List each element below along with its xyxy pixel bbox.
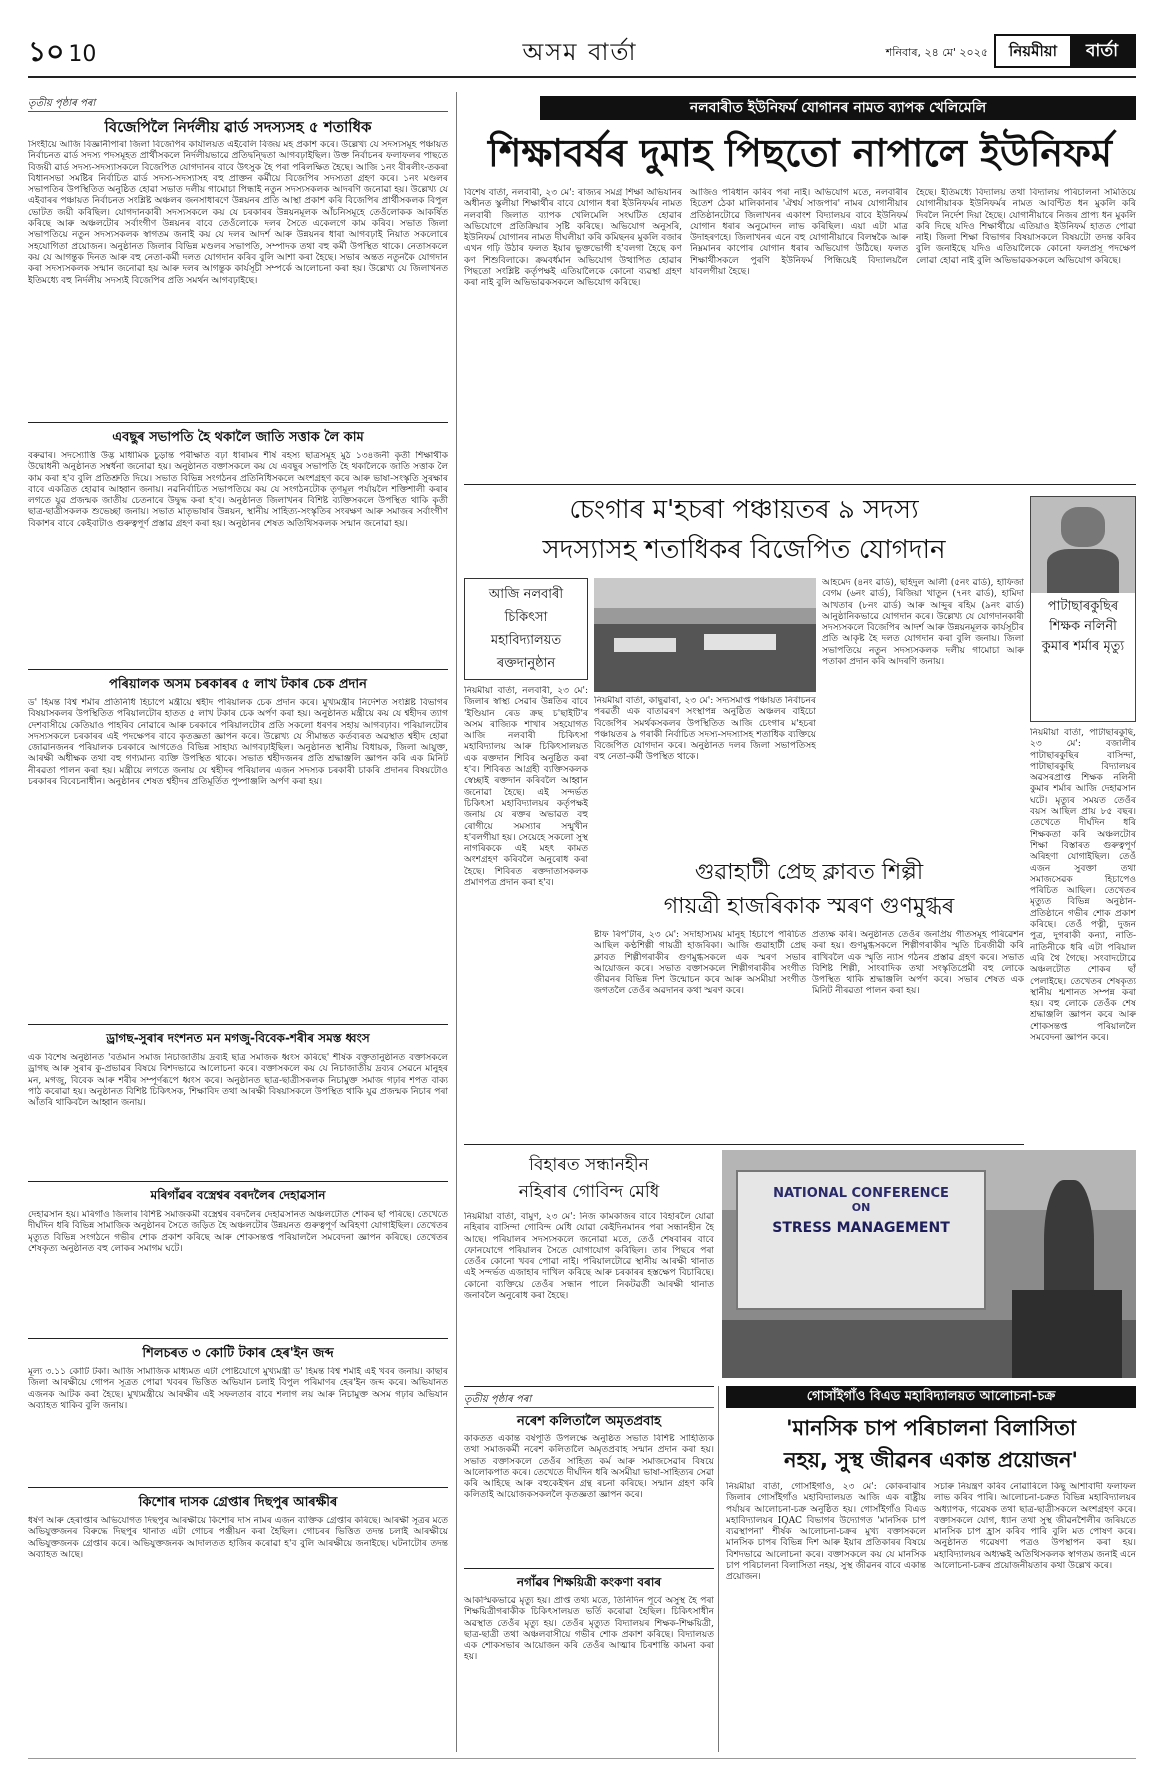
divider bbox=[464, 1144, 1024, 1145]
podium bbox=[1012, 1290, 1122, 1378]
chengar-body-col1: নিয়মীয়া বাৰ্তা, কাছুৱাৰা, ২৩ মে': সদ্যসমাপ্ত পঞ্চায়ত নিৰ্বাচনৰ পৰৱৰ্তী এক বাতাৱৰণ সংস্থাপন্ন অনুষ্ঠিত অঞ্চলৰ বাইচো বিজেপিৰ সমৰ্থকসকলৰ উপস্থিতিত আজি চেংগাৰ ম'হচৰা পঞ্চায়তৰ ৯ গৰাকী নিৰ্বাচিত সদস্য-সদস্যাসহ শতাধিক ব্যক্তিয়ে বিজেপিত যোগদান কৰে। অনুষ্ঠানত দলৰ জিলা সভাপতিসহ বহু নেতা-কৰ্মী উপস্থিত থাকে। bbox=[594, 696, 816, 763]
chengar-body-col2: আহমেদ (৪নং ৱাৰ্ড), ছহিদুল আলী (৫নং ৱাৰ্ড), হাফিজা বেগম (৬নং ৱাৰ্ড), ৰিজিয়া খাতুন (৭নং ৱাৰ্ড), হামিদা আখতাৰ (৮নং ৱাৰ্ড) আৰু আব্দুৰ ৰহিম (৯নং ৱাৰ্ড) আনুষ্ঠানিকভাৱে যোগদান কৰে। উল্লেখ্য যে যোগদানকাৰী সদস্যসকলে বিজেপিৰ আদৰ্শ আৰু উন্নয়নমূলক কাৰ্যসূচীৰ প্ৰতি আকৃষ্ট হৈ দলত যোগদান কৰা বুলি জনায়। জিলা সভাপতিয়ে নতুন সদস্যসকলক দলীয় গামোচা আৰু পতাকা প্ৰদান কৰি আদৰণি জনায়। bbox=[822, 578, 1024, 668]
guwahati-body-col2: প্ৰত্যক্ষ কৰি। অনুষ্ঠানত তেওঁৰ জনপ্ৰিয় গীতসমূহ পৰিৱেশন কৰা হয়। গুণমুগ্ধসকলে শিল্পীগৰাকীৰ স্মৃতি চিৰজীৱী কৰি ৰাখিবলৈ এক স্মৃতি ন্যাস গঠনৰ প্ৰস্তাৱ গ্ৰহণ কৰে। সভাত বিশিষ্ট শিল্পী, সাংবাদিক তথা সংস্কৃতিপ্ৰেমী বহু লোকে উপস্থিত থাকি শ্ৰদ্ধাঞ্জলি অৰ্পণ কৰে। সভাৰ শেষত এক মিনিট নীৰৱতা পালন কৰা হয়। bbox=[812, 930, 1024, 997]
conference-photo bbox=[722, 1150, 1136, 1378]
divider bbox=[28, 1024, 448, 1025]
cont-tag-text: তৃতীয় পৃষ্ঠাৰ পৰা bbox=[464, 1394, 532, 1405]
divider bbox=[28, 422, 448, 423]
page-header bbox=[0, 0, 1161, 84]
nalbari-box-title: আজি নলবাৰী চিকিৎসা মহাবিদ্যালয়ত ৰক্তদানুষ্ঠান bbox=[488, 587, 564, 671]
article-arrest-body: ধৰ্ষণ আৰু হেৰাপ্তাৰ অভিযোগত দিছপুৰ আৰক্ষীয়ে কিশোৰ দাস নামৰ এজন ব্যক্তিক গ্ৰেপ্তাৰ কৰিছে। আৰক্ষী সূত্ৰৰ মতে অভিযুক্তজনৰ বিৰুদ্ধে দিছপুৰ থানাত এটা গোচৰ পঞ্জীয়ন কৰা হৈছিল। গোচৰৰ ভিত্তিত তদন্ত চলাই আৰক্ষীয়ে অভিযুক্তজনক গ্ৰেপ্তাৰ কৰে। অভিযুক্তজনক আদালতত হাজিৰ কৰোৱা হ'ব বুলি আৰক্ষীয়ে জনাইছে। ঘটনাটোৰ তদন্ত অব্যাহত আছে। bbox=[28, 1516, 448, 1560]
page-number-bn: ১০ bbox=[28, 35, 65, 66]
article-obit-morigaon-body: দেহাৱসান হয়। মৰিগাঁও জিলাৰ বিশিষ্ট সমাজকৰ্মী বস্ত্ৰেশ্বৰ বৰদলৈৰ দেহাৱসানত অঞ্চলটোত শোকৰ ছাঁ পৰিছে। তেখেতে দীৰ্ঘদিন ধৰি বিভিন্ন সামাজিক অনুষ্ঠানৰ সৈতে জড়িত হৈ অঞ্চলটোৰ উন্নয়নত গুৰুত্বপূৰ্ণ অৰিহণা যোগাইছিল। তেখেতৰ মৃত্যুত বিভিন্ন সংগঠনে গভীৰ শোক প্ৰকাশ কৰিছে আৰু শোকসন্তপ্ত পৰিয়াললৈ সমবেদনা জ্ঞাপন কৰিছে। তেখেতৰ শেষকৃত্য অনুষ্ঠানত বহু লোকৰ সমাগম ঘটে। bbox=[28, 1210, 448, 1254]
goshaigaon-headline-1: 'মানসিক চাপ পৰিচালনা বিলাসিতা bbox=[786, 1416, 1076, 1440]
obituary-portrait bbox=[1031, 497, 1135, 593]
footer-rule bbox=[28, 1758, 1136, 1759]
lead-headline: শিক্ষাবৰ্ষৰ দুমাহ পিছতো নাপালে ইউনিফৰ্ম bbox=[487, 131, 1112, 175]
naresh-title: নৰেশ কলিতালৈ অমৃতপ্ৰবাহ bbox=[517, 1414, 661, 1429]
guwahati-body-col1: ষ্টাফ ৰিপ'ৰ্টাৰ, ২৩ মে': সদাহাস্যময় মানুহ হিচাপে পৰিচিত আছিল কণ্ঠশিল্পী গায়ত্ৰী হাজৰিকা। আজি গুৱাহাটী প্ৰেছ ক্লাবত শিল্পীগৰাকীৰ গুণমুগ্ধসকলে এক স্মৰণ সভাৰ আয়োজন কৰে। সভাত বক্তাসকলে শিল্পীগৰাকীৰ সংগীত জীৱনৰ বিভিন্ন দিশ উন্মোচন কৰে আৰু অসমীয়া সংগীত জগতলৈ তেওঁৰ অৱদানৰ কথা স্মৰণ কৰে। bbox=[594, 930, 806, 997]
obituary-box bbox=[1030, 496, 1136, 722]
chengar-headline-2: সদস্যাসহ শতাধিকৰ বিজেপিত যোগদান bbox=[542, 535, 946, 565]
col1-cont-tag bbox=[28, 96, 448, 112]
divider bbox=[28, 669, 448, 670]
guwahati-headline-2: গায়ত্ৰী হাজৰিকাক স্মৰণ গুণমুগ্ধৰ bbox=[663, 894, 955, 919]
divider bbox=[464, 1568, 714, 1569]
article-obit-morigaon-title: মৰিগাঁৱৰ বস্ত্ৰেশ্বৰ বৰদলৈৰ দেহাৱসান bbox=[150, 1188, 326, 1202]
divider bbox=[28, 1487, 448, 1488]
article-bjp-body: সিংহীয়ে আজি বিজ্ঞানীপাৰা জিলা বিজেপিৰ কাৰ্যালয়ত এইবেলি বিজয় মহ প্ৰকাশ কৰে। উল্লেখ্য যে সদস্যসমূহ পঞ্চায়ত নিৰ্বাচনত ৱাৰ্ড সদস্য পদসমূহত প্ৰাৰ্থীসকলে নিৰ্দলীয়ভাৱে প্ৰতিদ্বন্দ্বিতা আগবঢ়াইছিল। উক্ত নিৰ্বাচনৰ ফলাফলৰ পাছতে বিজয়ী ৱাৰ্ড সদস্য-সদস্যাসকলে বিজেপিত যোগদানৰ বাবে উৎসুক হৈ পৰা পৰিলক্ষিত হৈছে। আজি ১নং বীৰলীং-তকৰা বিধানসভা সমষ্টিৰ নিৰ্বাচিত ৱাৰ্ড সদস্য-সদস্যাসহ বহু প্ৰাক্তন কৰ্মীয়ে বিজেপিৰ সদস্যতা গ্ৰহণ কৰে। ১নং মণ্ডলৰ সভাপতিৰ উপস্থিতিত অনুষ্ঠিত হোৱা সভাত দলীয় গামোচা পিন্ধাই নতুন সদস্যসকলক আদৰণি জনোৱা হয়। উল্লেখ্য যে এইবাৰৰ পঞ্চায়ত নিৰ্বাচনত সংশ্লিষ্ট অঞ্চলৰ জনসাধাৰণে উন্নয়নৰ প্ৰতি আস্থা প্ৰকাশ কৰি বিজেপিৰ প্ৰাৰ্থীসকলক বিপুল ভোটত জয়ী কৰিছিল। যোগদানকাৰী সদস্যসকলে কয় যে চৰকাৰৰ উন্নয়নমূলক আঁচনিসমূহে তেওঁলোকক আকৰ্ষিত কৰিছে আৰু অঞ্চলটোৰ সৰ্বাংগীণ উন্নয়নৰ বাবে তেওঁলোকে দলৰ সৈতে একেলগে কাম কৰিব। সভাত জিলা সভাপতিয়ে নতুন সদস্যসকলক স্বাগতম জনাই কয় যে দলৰ আদৰ্শ আৰু উন্নয়নৰ ধাৰা আগবঢ়াই নিয়াত সকলোৰে সহযোগিতা প্ৰয়োজন। অনুষ্ঠানত জিলাৰ বিভিন্ন মণ্ডলৰ সভাপতি, সম্পাদক তথা বহু কৰ্মী উপস্থিত থাকে। নেতাসকলে কয় যে আগন্তুক দিনত আৰু বহু নেতা-কৰ্মী দলত যোগদান কৰিব বুলি আশা কৰা হৈছে। সভাৰ অন্তত নতুনকৈ যোগদান কৰা সদস্যসকলক সন্মান জনোৱা হয় আৰু দলৰ আগন্তুক কাৰ্যসূচী সম্পৰ্কে আলোচনা কৰা হয়। উল্লেখ্য যে জিলাখনত ইতিমধ্যে বহু নিৰ্দলীয় সদস্যই বিজেপিৰ প্ৰতি সমৰ্থন আগবঢ়াইছে। bbox=[28, 140, 448, 286]
conference-banner bbox=[736, 1170, 986, 1310]
chengar-group-photo bbox=[594, 578, 816, 692]
page-number-en: 10 bbox=[68, 42, 97, 66]
lead-body-col2: আজিও পৰিধান কৰিব পৰা নাই। অভিযোগ মতে, নলবাৰীৰ হিতেশ ঠেকা মালিকানাৰ 'ঐশ্বৰ্য সাজপাৰ' নামৰ যোগানীয়াৰ প্ৰতিষ্ঠানটোৱে জিলাখনৰ একাংশ বিদ্যালয়ৰ বাবে ইউনিফৰ্ম যোগান ধৰাৰ অনুমোদন লাভ কৰিছিল। এয়া এটা মাত্ৰ উদাহৰণহে। জিলাখনৰ এনে বহু যোগানীয়াৰে বিলম্বকৈ আৰু নিম্নমানৰ কাপোৰ যোগান ধৰাৰ অভিযোগ উঠিছে। ফলত শিক্ষাৰ্থীসকলে পুৰণি ইউনিফৰ্ম পিন্ধিয়েই বিদ্যালয়লৈ যাবলগীয়া হৈছে। bbox=[690, 188, 908, 278]
article-drugs-title: ড্ৰাগছ-সুৰাৰ দংশনত মন মগজু-বিবেক-শৰীৰ সমস্ত ধ্বংস bbox=[106, 1031, 370, 1045]
bihar-headline-2: নহিৰাৰ গোবিন্দ মেধি bbox=[518, 1182, 660, 1202]
bihar-headline-1: বিহাৰত সন্ধানহীন bbox=[529, 1155, 649, 1175]
nalbari-box bbox=[464, 578, 588, 680]
teacher-obit-body: আকস্মিকভাৱে মৃত্যু হয়। প্ৰাপ্ত তথ্য মতে, তিনিদিন পূৰ্বে অসুস্থ হৈ পৰা শিক্ষয়িত্ৰীগৰাকীক চিকিৎসালয়ত ভৰ্তি কৰোৱা হৈছিল। চিকিৎসাধীন অৱস্থাত তেওঁৰ মৃত্যু হয়। তেওঁৰ মৃত্যুত বিদ্যালয়ৰ শিক্ষক-শিক্ষয়িত্ৰী, ছাত্ৰ-ছাত্ৰী তথা অঞ্চলবাসীয়ে গভীৰ শোক প্ৰকাশ কৰিছে। বিদ্যালয়ত এক শোকসভাৰ আয়োজন কৰি তেওঁৰ আত্মাৰ চিৰশান্তি কামনা কৰা হয়। bbox=[464, 1596, 714, 1663]
article-bjp-title: বিজেপিলৈ নিৰ্দলীয় ৱাৰ্ড সদস্যসহ ৫ শতাধিক bbox=[104, 118, 372, 136]
bihar-body: নিয়মীয়া বাৰ্তা, বামুণ, ২৩ মে': নিজ কামকাজৰ বাবে বিহাৰলৈ যোৱা নহিৰাৰ বাসিন্দা গোবিন্দ মেধি যোৱা কেইদিনমানৰ পৰা সন্ধানহীন হৈ আছে। পৰিয়ালৰ সদস্যসকলে জনোৱা মতে, তেওঁ শেষবাৰৰ বাবে ফোনযোগে পৰিয়ালৰ সৈতে যোগাযোগ কৰিছিল। তাৰ পিছৰে পৰা তেওঁৰ কোনো খবৰ পোৱা নাই। পৰিয়ালটোৱে স্থানীয় আৰক্ষী থানাত এই সন্দৰ্ভত এজাহাৰ দাখিল কৰিছে আৰু চৰকাৰৰ হস্তক্ষেপ বিচাৰিছে। কোনো ব্যক্তিয়ে তেওঁৰ সন্ধান পালে নিকটৱৰ্তী আৰক্ষী থানাত জনাবলৈ অনুৰোধ কৰা হৈছে। bbox=[464, 1212, 714, 1302]
article-heroin-body: মূল্য ৩.১১ কোটি টকা। আজি সামাজিক মাধ্যমত এটা পোষ্টযোগে মুখ্যমন্ত্ৰী ড' হিমন্ত বিশ্ব শৰ্মাই এই খবৰ জনায়। কাছাৰ জিলা আৰক্ষীয়ে গোপন সূত্ৰত পোৱা খবৰৰ ভিত্তিত অভিযান চলাই বিপুল পৰিমাণৰ হেৰ'ইন জব্দ কৰে। অভিযানত এজনক আটক কৰা হৈছে। মুখ্যমন্ত্ৰীয়ে আৰক্ষীৰ এই সফলতাৰ বাবে শলাগ লয় আৰু নিচামুক্ত অসম গঢ়াৰ অভিযান অব্যাহত থাকিব বুলি জনায়। bbox=[28, 1367, 448, 1411]
article-cheque-body: ড' হিমন্ত বিশ্ব শৰ্মাৰ প্ৰতিনিধি হিচাপে মন্ত্ৰীয়ে শ্বহীদ পৰিয়ালক চেক প্ৰদান কৰে। মুখ্যমন্ত্ৰীৰ নিৰ্দেশত সংশ্লিষ্ট বিভাগৰ বিষয়াসকলৰ উপস্থিতিত পৰিয়ালটোৰ হাতত ৫ লাখ টকাৰ চেক অৰ্পণ কৰা হয়। অনুষ্ঠানত মন্ত্ৰীয়ে কয় যে শ্বহীদৰ ত্যাগ দেশবাসীয়ে কেতিয়াও পাহৰিব নোৱাৰে আৰু চৰকাৰে পৰিয়ালটোৰ প্ৰতি সকলো ধৰণৰ সহায় আগবঢ়াব। পৰিয়ালটোৰ সদস্যসকলে চৰকাৰৰ এই পদক্ষেপৰ বাবে কৃতজ্ঞতা জ্ঞাপন কৰে। উল্লেখ্য যে সীমান্তত কৰ্তব্যৰত অৱস্থাত শ্বহীদ হোৱা জোৱানজনৰ পৰিয়ালক চৰকাৰে আগতেও বিভিন্ন সাহায্য আগবঢ়াইছিল। অনুষ্ঠানত স্থানীয় বিধায়ক, জিলা আয়ুক্ত, আৰক্ষী অধীক্ষক তথা বহু গণ্যমান্য ব্যক্তি উপস্থিত থাকে। সভাত শ্বহীদজনৰ প্ৰতি শ্ৰদ্ধাঞ্জলি জ্ঞাপন কৰি এক মিনিট নীৰৱতা পালন কৰা হয়। মন্ত্ৰীয়ে লগতে জনায় যে শ্বহীদৰ পৰিয়ালৰ এজন সদস্যক চৰকাৰী চাকৰি প্ৰদানৰ বিষয়টোও চৰকাৰৰ বিবেচনাধীন। অনুষ্ঠানৰ শেষত শ্বহীদৰ প্ৰতিমূৰ্তিত পুষ্পাঞ্জলি অৰ্পণ কৰা হয়। bbox=[28, 698, 448, 788]
naresh-body: কাকতত একান্ত বৰ্ষপূৰ্তি উপলক্ষে অনুষ্ঠিত সভাত বিশিষ্ট সাহিত্যিক তথা সমাজকৰ্মী নৰেশ কলিতালৈ অমৃতপ্ৰবাহ সন্মান প্ৰদান কৰা হয়। সভাত বক্তাসকলে তেওঁৰ সাহিত্য কৰ্ম আৰু সমাজসেৱাৰ বিষয়ে আলোকপাত কৰে। তেখেতে দীৰ্ঘদিন ধৰি অসমীয়া ভাষা-সাহিত্যৰ সেৱা কৰি আহিছে আৰু বহুকেইখন গ্ৰন্থ ৰচনা কৰিছে। সন্মান গ্ৰহণ কৰি কলিতাই আয়োজকসকললৈ কৃতজ্ঞতা জ্ঞাপন কৰে। bbox=[464, 1434, 714, 1501]
divider bbox=[28, 1338, 448, 1339]
goshaigaon-headline-2: নহয়, সুস্থ জীৱনৰ একান্ত প্ৰয়োজন' bbox=[784, 1448, 1078, 1472]
column-divider bbox=[456, 92, 457, 1752]
guwahati-headline-1: গুৱাহাটী প্ৰেছ ক্লাবত শিল্পী bbox=[694, 860, 924, 885]
conference-banner-line2: ON bbox=[851, 1201, 871, 1214]
lead-body-col1: বিশেষ বাৰ্তা, নলবাৰী, ২৩ মে': ৰাজ্যৰ সমগ্ৰ শিক্ষা অভিযানৰ অধীনত স্কুলীয়া শিক্ষাৰ্থীৰ বাবে যোগান ধৰা ইউনিফৰ্মৰ নামত নলবাৰী জিলাত ব্যাপক খেলিমেলি সংঘটিত হোৱাৰ অভিযোগে প্ৰতিক্ৰিয়াৰ সৃষ্টি কৰিছে। অভিযোগ অনুসৰি, ইউনিফৰ্ম যোগানৰ নামত দীঘলীয়া কৰি কমিছনৰ মুকলি বজাৰ এখন গঢ়ি উঠাৰ ফলত ইয়াৰ ভুক্তভোগী হ'বলগা হৈছে কণ কণ শিশুবিলাকে। ক্ৰমবৰ্ধমান অভিযোগ উত্থাপিত হোৱাৰ পিছতো সংশ্লিষ্ট কৰ্তৃপক্ষই এতিয়ালৈকে কোনো ব্যৱস্থা গ্ৰহণ কৰা নাই বুলি অভিভাৱকসকলে অভিযোগ কৰিছে। bbox=[464, 188, 682, 289]
divider bbox=[464, 1386, 714, 1387]
article-president-body: বৰুৱাৰ। সদস্যোত্তি উদ্ভ মাধামিক চুড়ান্ত পৰীক্ষাত বঢ়া ধাৰামৰ শীৰ্ষ ৰহস্য ছাত্ৰসমূহ মুঠ ১৩৪জনী কৃতী শিক্ষাৰ্থীক উদ্বোধনী অনুষ্ঠানত সম্বৰ্ধনা জনোৱা হয়। অনুষ্ঠানত বক্তাসকলে কয় যে এবছুৰ সভাপতি হৈ থকালৈকে জাতি সত্তাক লৈ কাম কৰা হ'ব বুলি প্ৰতিশ্ৰুতি দিয়ে। সভাত বিভিন্ন সংগঠনৰ প্ৰতিনিধিসকলে অংশগ্ৰহণ কৰে আৰু ভাষা-সংস্কৃতি সুৰক্ষাৰ বাবে একত্ৰিত হোৱাৰ আহ্বান জনায়। নৱনিৰ্বাচিত সভাপতিয়ে কয় যে সংগঠনটোক তৃণমূল পৰ্যায়লৈ শক্তিশালী কৰাৰ লগতে যুৱ প্ৰজন্মক জাতীয় চেতনাৰে উদ্বুদ্ধ কৰা হ'ব। অনুষ্ঠানত জিলাখনৰ বিশিষ্ট ব্যক্তিসকলে উপস্থিত থাকি কৃতী ছাত্ৰ-ছাত্ৰীসকলক শুভেচ্ছা জনায়। সভাত মাতৃভাষাৰ উন্নয়ন, স্থানীয় সাহিত্য-সংস্কৃতিৰ সংৰক্ষণ আৰু সমাজৰ সৰ্বাংগীণ বিকাশৰ বাবে কেইবাটাও গুৰুত্বপূৰ্ণ প্ৰস্তাৱ গ্ৰহণ কৰা হয়। অনুষ্ঠানৰ শেষত অতিথিসকলক সন্মান জনোৱা হয়। bbox=[28, 451, 448, 529]
divider bbox=[464, 484, 1136, 485]
masthead-logo bbox=[994, 34, 1136, 68]
article-drugs-body: এক বিশেষ অনুষ্ঠানত 'বৰ্তমান সমাজ নিচাজাতীয় দ্ৰব্যই ছাত্ৰ সমাজক ধ্বংস কৰিছে' শীৰ্ষক বক্তৃতানুষ্ঠানত বক্তাসকলে ড্ৰাগছ আৰু সুৰাৰ কু-প্ৰভাৱৰ বিষয়ে বিশদভাৱে আলোচনা কৰে। বক্তাসকলে কয় যে নিচাজাতীয় দ্ৰব্যৰ সেৱনে মানুহৰ মন, মগজু, বিবেক আৰু শৰীৰ সম্পূৰ্ণৰূপে ধ্বংস কৰে। অনুষ্ঠানত ছাত্ৰ-ছাত্ৰীসকলক নিচামুক্ত সমাজ গঢ়াৰ শপত বাক্য পাঠ কৰোৱা হয়। অনুষ্ঠানত বিশিষ্ট চিকিৎসক, শিক্ষাবিদ তথা আৰক্ষী বিষয়াসকলে উপস্থিত থাকি যুৱ প্ৰজন্মক নিচাৰ পৰা আঁতৰি থাকিবলৈ আহ্বান জনায়। bbox=[28, 1053, 448, 1109]
divider bbox=[28, 1181, 448, 1182]
top-banner: নলবাৰীত ইউনিফৰ্ম যোগানৰ নামত ব্যাপক খেলিমেলি bbox=[540, 96, 1136, 120]
goshaigaon-banner: গোসাঁইগাঁও বিএড মহাবিদ্যালয়ত আলোচনা-চক্ৰ bbox=[726, 1386, 1136, 1408]
section-title: অসম বাৰ্তা bbox=[522, 38, 638, 66]
obituary-body: নিয়মীয়া বাৰ্তা, পাটাছাৰকুছি, ২৩ মে': বজালীৰ পাটাছাৰকুছিৰ বাসিন্দা, পাটাছাৰকুছি বিদ্যালয়ৰ অৱসৰপ্ৰাপ্ত শিক্ষক নলিনী কুমাৰ শৰ্মাৰ আজি দেহাৱসান ঘটে। মৃত্যুৰ সময়ত তেওঁৰ বয়স আছিল প্ৰায় ৮৫ বছৰ। তেখেতে দীৰ্ঘদিন ধৰি শিক্ষকতা কৰি অঞ্চলটোৰ শিক্ষা বিস্তাৰত গুৰুত্বপূৰ্ণ অৰিহণা যোগাইছিল। তেওঁ এজন সুবক্তা তথা সমাজসেৱক হিচাপেও পৰিচিত আছিল। তেখেতৰ মৃত্যুত বিভিন্ন অনুষ্ঠান-প্ৰতিষ্ঠানে গভীৰ শোক প্ৰকাশ কৰিছে। তেওঁ পত্নী, দুজন পুত্ৰ, দুগৰাকী কন্যা, নাতি-নাতিনীকে ধৰি এটা পৰিয়াল এৰি থৈ গৈছে। সংবাদটোৱে অঞ্চলটোত শোকৰ ছাঁ পেলাইছে। তেখেতৰ শেষকৃত্য স্থানীয় শ্মশানত সম্পন্ন কৰা হয়। বহু লোকে তেওঁক শেষ শ্ৰদ্ধাঞ্জলি জ্ঞাপন কৰে আৰু শোকসন্তপ্ত পৰিয়াললৈ সমবেদনা জ্ঞাপন কৰে। bbox=[1030, 728, 1136, 1044]
article-arrest-title: কিশোৰ দাসক গ্ৰেপ্তাৰ দিছপুৰ আৰক্ষীৰ bbox=[138, 1495, 338, 1510]
masthead-logo-left: নিয়মীয়া bbox=[1009, 42, 1057, 60]
nalbari-body: নিয়মীয়া বাৰ্তা, নলবাৰী, ২৩ মে': জিলাৰ স্বাস্থ্য সেৱাৰ উন্নতিৰ বাবে 'ইণ্ডিয়ান ৰেড ক্ৰছ চ'ছাইটি'ৰ অসম ৰাজ্যিক শাখাৰ সহযোগত আজি নলবাৰী চিকিৎসা মহাবিদ্যালয় আৰু চিকিৎসালয়ত এক ৰক্তদান শিবিৰ অনুষ্ঠিত কৰা হ'ব। শিবিৰত আগ্ৰহী ব্যক্তিসকলক স্বেচ্ছাই ৰক্তদান কৰিবলৈ আহ্বান জনোৱা হৈছে। এই সন্দৰ্ভত চিকিৎসা মহাবিদ্যালয়ৰ কৰ্তৃপক্ষই জনায় যে ৰক্তৰ অভাৱত বহু ৰোগীয়ে সমস্যাৰ সন্মুখীন হ'বলগীয়া হয়। সেয়েহে সকলো সুস্থ নাগৰিককে এই মহৎ কামত অংশগ্ৰহণ কৰিবলৈ অনুৰোধ কৰা হৈছে। শিবিৰত ৰক্তদাতাসকলক প্ৰমাণপত্ৰ প্ৰদান কৰা হ'ব। bbox=[464, 686, 588, 889]
header-rule bbox=[28, 76, 1136, 78]
goshaigaon-body-col2: সচাৰু নিয়ন্ত্ৰণ কৰিব নোৱাৰিলে কিছু আশাবাদী ফলাফল লাভ কৰিব পাৰি। আলোচনা-চক্ৰত বিভিন্ন মহাবিদ্যালয়ৰ অধ্যাপক, গৱেষক তথা ছাত্ৰ-ছাত্ৰীসকলে অংশগ্ৰহণ কৰে। বক্তাসকলে যোগ, ধ্যান তথা সুস্থ জীৱনশৈলীৰ জৰিয়তে মানসিক চাপ হ্ৰাস কৰিব পাৰি বুলি মত পোষণ কৰে। অনুষ্ঠানত গৱেষণা পত্ৰও উপস্থাপন কৰা হয়। মহাবিদ্যালয়ৰ অধ্যক্ষই অতিথিসকলক স্বাগতম জনাই এনে আলোচনা-চক্ৰৰ প্ৰয়োজনীয়তাৰ কথা উল্লেখ কৰে। bbox=[934, 1482, 1136, 1572]
column-divider bbox=[718, 1386, 719, 1752]
conference-banner-line1: NATIONAL CONFERENCE bbox=[773, 1186, 949, 1201]
page-number bbox=[28, 30, 108, 66]
article-president-title: এবছুৰ সভাপতি হৈ থকালৈ জাতি সত্তাক লৈ কাম bbox=[112, 430, 364, 445]
goshaigaon-body-col1: নিয়মীয়া বাৰ্তা, গোসাঁইগাঁও, ২৩ মে': কোকৰাঝাৰ জিলাৰ গোসাঁইগাঁও মহাবিদ্যালয়ত আজি এক ৰাষ্ট্ৰীয় পৰ্যায়ৰ আলোচনা-চক্ৰ অনুষ্ঠিত হয়। গোসাঁইগাঁও বিএড মহাবিদ্যালয়ৰ IQAC বিভাগৰ উদ্যোগত 'মানসিক চাপ ব্যৱস্থাপনা' শীৰ্ষক আলোচনা-চক্ৰৰ মুখ্য বক্তাসকলে মানসিক চাপৰ বিভিন্ন দিশ আৰু ইয়াৰ প্ৰতিকাৰৰ বিষয়ে বিশদভাৱে আলোচনা কৰে। বক্তাসকলে কয় যে মানসিক চাপ পৰিচালনা বিলাসিতা নহয়, সুস্থ জীৱনৰ বাবে একান্ত প্ৰয়োজন। bbox=[726, 1482, 926, 1583]
naresh-cont-tag bbox=[464, 1392, 714, 1408]
masthead-logo-right: বাৰ্তা bbox=[1070, 36, 1134, 66]
bihar-headline-box bbox=[464, 1152, 714, 1208]
cont-tag-text: তৃতীয় পৃষ্ঠাৰ পৰা bbox=[28, 98, 96, 109]
article-cheque-title: পৰিয়ালক অসম চৰকাৰৰ ৫ লাখ টকাৰ চেক প্ৰদান bbox=[109, 677, 367, 692]
obituary-caption: পাটাছাৰকুছিৰ শিক্ষক নলিনী কুমাৰ শৰ্মাৰ মৃত্যু bbox=[1041, 599, 1125, 654]
chengar-headline-1: চেংগাৰ ম'হচৰা পঞ্চায়তৰ ৯ সদস্য bbox=[569, 495, 919, 525]
lead-body-col3: হৈছে। ইতিমধ্যে বিদ্যালয় তথা বিদ্যালয় পৰিচালনা সমিতিয়ে যোগানীয়াৰক ইউনিফৰ্মৰ নামত আবণ্টিত ধন মুকলি কৰি দিবলৈ নিৰ্দেশ দিয়া হৈছে। যোগানীয়াৰে নিজৰ প্ৰাপ্য ধন মুকলি কৰি দিছে যদিও শিক্ষাৰ্থীয়ে এতিয়াও ইউনিফৰ্ম হাতত পোৱা নাই। জিলা শিক্ষা বিভাগৰ বিষয়াসকলে বিষয়টো তদন্ত কৰিব বুলি জনাইছে যদিও এতিয়ালৈকে কোনো ফলপ্ৰসূ পদক্ষেপ লোৱা হোৱা নাই বুলি অভিভাৱকসকলে অভিযোগ কৰিছে। bbox=[916, 188, 1136, 266]
conference-banner-line3: STRESS MANAGEMENT bbox=[772, 1220, 950, 1236]
issue-date: শনিবাৰ, ২৪ মে' ২০২৫ bbox=[885, 46, 988, 59]
article-heroin-title: শিলচৰত ৩ কোটি টকাৰ হেৰ'ইন জব্দ bbox=[142, 1346, 334, 1361]
teacher-obit-title: নগাঁৱৰ শিক্ষয়িত্ৰী কংকণা বৰাৰ bbox=[516, 1575, 662, 1589]
